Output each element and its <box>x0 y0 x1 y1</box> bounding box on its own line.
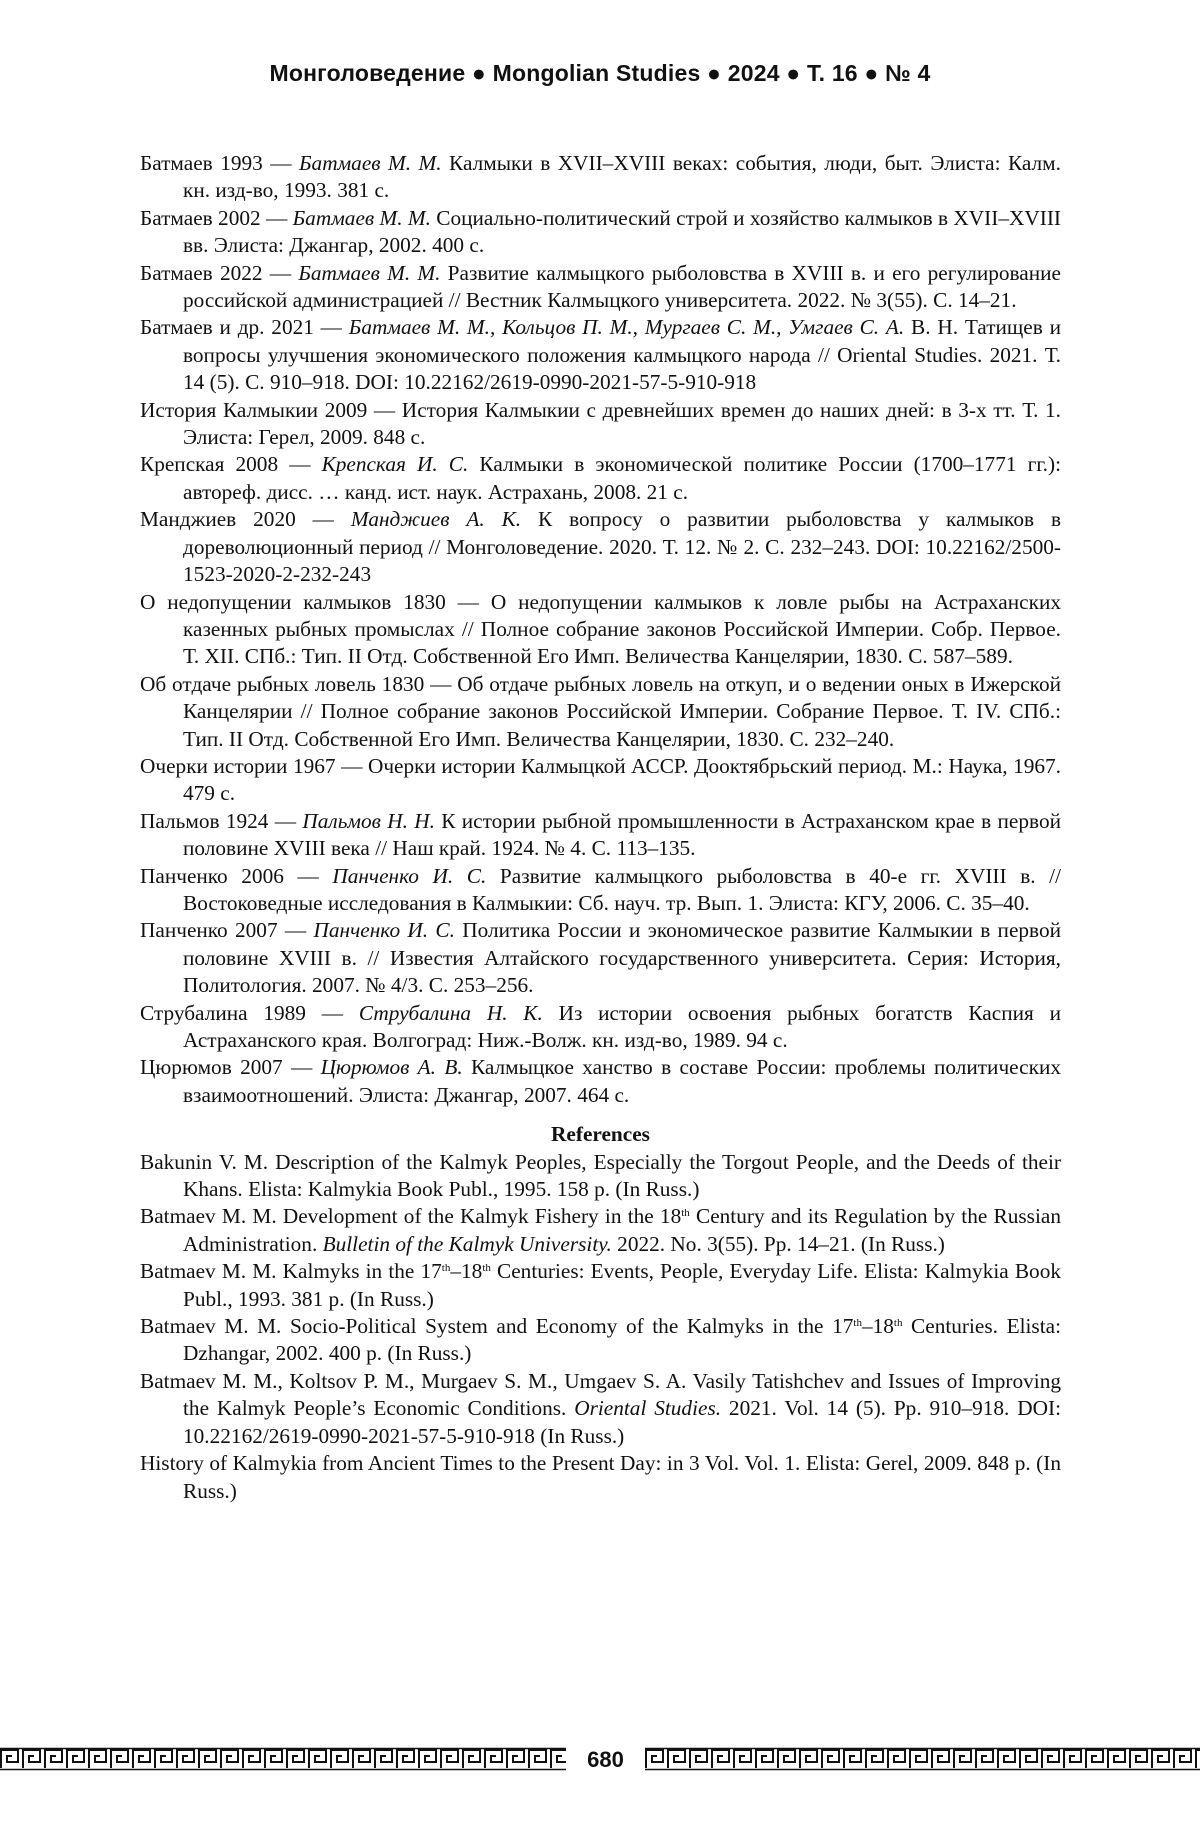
reference-text: К истории рыбной промышленности в Астраханском крае в первой половине XVIII века // Наш край. 1924. № 4. С. 113–135. <box>183 809 1061 860</box>
reference-entry <box>140 1054 1061 1109</box>
journal-title-en: Mongolian Studies <box>493 60 701 86</box>
reference-author-italic: Батмаев М. М. <box>293 206 431 230</box>
reference-author-italic: Манджиев А. К. <box>351 507 521 531</box>
reference-text: History of Kalmykia from Ancient Times to the Present Day: in 3 Vol. Vol. 1. Elista: Gerel, 2009. 848 p. (In Russ.) <box>140 1451 1061 1502</box>
reference-text: Крепская 2008 — <box>140 452 322 476</box>
reference-text: Развитие калмыцкого рыболовства в 40-е гг. XVIII в. // Востоковедные исследования в Калмыкии: Сб. науч. тр. Вып. 1. Элиста: КГУ, 2006. С. 35–40. <box>183 864 1061 915</box>
reference-entry <box>140 150 1061 205</box>
ordinal-superscript: th <box>681 1207 690 1219</box>
reference-text: Об отдаче рыбных ловель 1830 — Об отдаче рыбных ловель на откуп, и о ведении оных в Ижерской Канцелярии // Полное собрание законов Российской Империи. Собрание Первое. Т. IV. СПб.: Тип. II Отд. Собственной Его Имп. Величества Канцелярии, 1830. С. 232–240. <box>140 672 1061 751</box>
reference-text: Батмаев и др. 2021 — <box>140 315 349 339</box>
bullet-separator: ● <box>707 60 728 86</box>
page-number: 680 <box>566 1745 645 1775</box>
reference-entry <box>140 1258 1061 1313</box>
reference-entry <box>140 260 1061 315</box>
ordinal-superscript: th <box>853 1317 862 1329</box>
reference-entry <box>140 506 1061 588</box>
reference-text: Развитие калмыцкого рыболовства в XVIII в. и его регулирование российской администрацией // Вестник Калмыцкого университета. 2022. № 3(55). С. 14–21. <box>183 261 1061 312</box>
reference-author-italic: Oriental Studies. <box>574 1396 721 1420</box>
bullet-separator: ● <box>864 60 885 86</box>
reference-text: Centuries: Events, People, Everyday Life. Elista: Kalmykia Book Publ., 1993. 381 p. (In Russ.) <box>183 1259 1061 1310</box>
reference-text: Манджиев 2020 — <box>140 507 351 531</box>
reference-author-italic: Батмаев М. М., Кольцов П. М., Мургаев С. М., Умгаев С. А. <box>349 315 904 339</box>
reference-text: Батмаев 2002 — <box>140 206 293 230</box>
reference-text: 2022. No. 3(55). Pp. 14–21. (In Russ.) <box>612 1232 945 1256</box>
reference-text: Bakunin V. M. Description of the Kalmyk Peoples, Especially the Torgout People, and the Deeds of their Khans. Elista: Kalmykia Book Publ., 1995. 158 p. (In Russ.) <box>140 1150 1061 1201</box>
running-header <box>0 60 1200 87</box>
ordinal-superscript: th <box>482 1262 491 1274</box>
reference-author-italic: Bulletin of the Kalmyk University. <box>323 1232 612 1256</box>
reference-entry <box>140 451 1061 506</box>
bullet-separator: ● <box>472 60 493 86</box>
reference-text: Панченко 2007 — <box>140 918 314 942</box>
reference-text: Batmaev M. M. Socio-Political System and Economy of the Kalmyks in the 17 <box>140 1314 853 1338</box>
reference-text: Пальмов 1924 — <box>140 809 302 833</box>
reference-text: Batmaev M. M. Development of the Kalmyk Fishery in the 18 <box>140 1204 681 1228</box>
reference-entry <box>140 1450 1061 1505</box>
reference-text: Социально-политический строй и хозяйство калмыков в XVII–XVIII вв. Элиста: Джангар, 2002. 400 с. <box>183 206 1061 257</box>
reference-entry <box>140 1149 1061 1204</box>
reference-text: Струбалина 1989 — <box>140 1001 359 1025</box>
reference-text: История Калмыкии 2009 — История Калмыкии с древнейших времен до наших дней: в 3-х тт. Т. 1. Элиста: Герел, 2009. 848 с. <box>140 398 1061 449</box>
reference-text: К вопросу о развитии рыболовства у калмыков в дореволюционный период // Монголоведение. 2020. Т. 12. № 2. С. 232–243. DOI: 10.22162/2500-1523-2020-2-232-243 <box>183 507 1061 586</box>
reference-text: Batmaev M. M., Koltsov P. M., Murgaev S. M., Umgaev S. A. Vasily Tatishchev and Issues of Improving the Kalmyk People’s Economic Conditions. <box>140 1369 1061 1420</box>
reference-entry <box>140 1000 1061 1055</box>
reference-text: Калмыки в XVII–XVIII веках: события, люди, быт. Элиста: Калм. кн. изд-во, 1993. 381 с. <box>183 151 1061 202</box>
reference-entry <box>140 808 1061 863</box>
journal-title-ru: Монголоведение <box>269 60 465 86</box>
reference-entry <box>140 314 1061 396</box>
meander-border-right <box>645 1747 1200 1771</box>
ordinal-superscript: th <box>894 1317 903 1329</box>
reference-entry <box>140 205 1061 260</box>
reference-author-italic: Пальмов Н. Н. <box>302 809 435 833</box>
journal-year: 2024 <box>728 60 780 86</box>
reference-text: Цюрюмов 2007 — <box>140 1055 321 1079</box>
reference-text: Batmaev M. M. Kalmyks in the 17 <box>140 1259 442 1283</box>
reference-list <box>140 150 1061 1505</box>
reference-text: Калмыцкое ханство в составе России: проблемы политических взаимоотношений. Элиста: Джангар, 2007. 464 с. <box>183 1055 1061 1106</box>
reference-text: 2021. Vol. 14 (5). Pp. 910–918. DOI: 10.22162/2619-0990-2021-57-5-910-918 (In Russ.) <box>183 1396 1061 1447</box>
reference-entry <box>140 671 1061 753</box>
journal-volume: Т. 16 <box>807 60 858 86</box>
reference-text: Centuries. Elista: Dzhangar, 2002. 400 p. (In Russ.) <box>183 1314 1061 1365</box>
reference-entry <box>140 863 1061 918</box>
reference-text: В. Н. Татищев и вопросы улучшения экономического положения калмыцкого народа // Oriental Studies. 2021. Т. 14 (5). С. 910–918. DOI: 10.22162/2619-0990-2021-57-5-910-918 <box>183 315 1061 394</box>
journal-issue: № 4 <box>885 60 930 86</box>
reference-entry <box>140 917 1061 999</box>
reference-author-italic: Цюрюмов А. В. <box>321 1055 463 1079</box>
reference-text: Century and its Regulation by the Russian Administration. <box>183 1204 1061 1255</box>
reference-author-italic: Крепская И. С. <box>322 452 469 476</box>
reference-entry <box>140 753 1061 808</box>
references-heading: References <box>140 1121 1061 1148</box>
reference-text: Панченко 2006 — <box>140 864 332 888</box>
russian-reference-list <box>140 150 1061 1109</box>
reference-text: О недопущении калмыков 1830 — О недопущении калмыков к ловле рыбы на Астраханских казенных рыбных промыслах // Полное собрание законов Российской Империи. Собр. Первое. Т. XII. СПб.: Тип. II Отд. Собственной Его Имп. Величества Канцелярии, 1830. С. 587–589. <box>140 590 1061 669</box>
reference-entry <box>140 1203 1061 1258</box>
reference-text: Батмаев 1993 — <box>140 151 299 175</box>
reference-author-italic: Панченко И. С. <box>314 918 455 942</box>
reference-text: –18 <box>450 1259 482 1283</box>
reference-entry <box>140 589 1061 671</box>
reference-text: Батмаев 2022 — <box>140 261 298 285</box>
reference-entry <box>140 1313 1061 1368</box>
reference-text: Калмыки в экономической политике России (1700–1771 гг.): автореф. дисс. … канд. ист. наук. Астрахань, 2008. 21 с. <box>183 452 1061 503</box>
reference-author-italic: Батмаев М. М. <box>299 151 442 175</box>
reference-text: Политика России и экономическое развитие Калмыкии в первой половине XVIII в. // Известия Алтайского государственного университета. Серия: История, Политология. 2007. № 4/3. С. 253–256. <box>183 918 1061 997</box>
reference-text: Из истории освоения рыбных богатств Каспия и Астраханского края. Волгоград: Ниж.-Волж. кн. изд-во, 1989. 94 с. <box>183 1001 1061 1052</box>
reference-entry <box>140 397 1061 452</box>
reference-text: Очерки истории 1967 — Очерки истории Калмыцкой АССР. Дооктябрьский период. М.: Наука, 1967. 479 с. <box>140 754 1061 805</box>
ordinal-superscript: th <box>442 1262 451 1274</box>
reference-author-italic: Панченко И. С. <box>332 864 486 888</box>
reference-author-italic: Батмаев М. М. <box>298 261 440 285</box>
reference-entry <box>140 1368 1061 1450</box>
bullet-separator: ● <box>786 60 807 86</box>
english-reference-list <box>140 1149 1061 1505</box>
reference-author-italic: Струбалина Н. К. <box>359 1001 543 1025</box>
reference-text: –18 <box>862 1314 894 1338</box>
page-footer <box>0 1745 1200 1775</box>
meander-border-left <box>0 1747 566 1771</box>
